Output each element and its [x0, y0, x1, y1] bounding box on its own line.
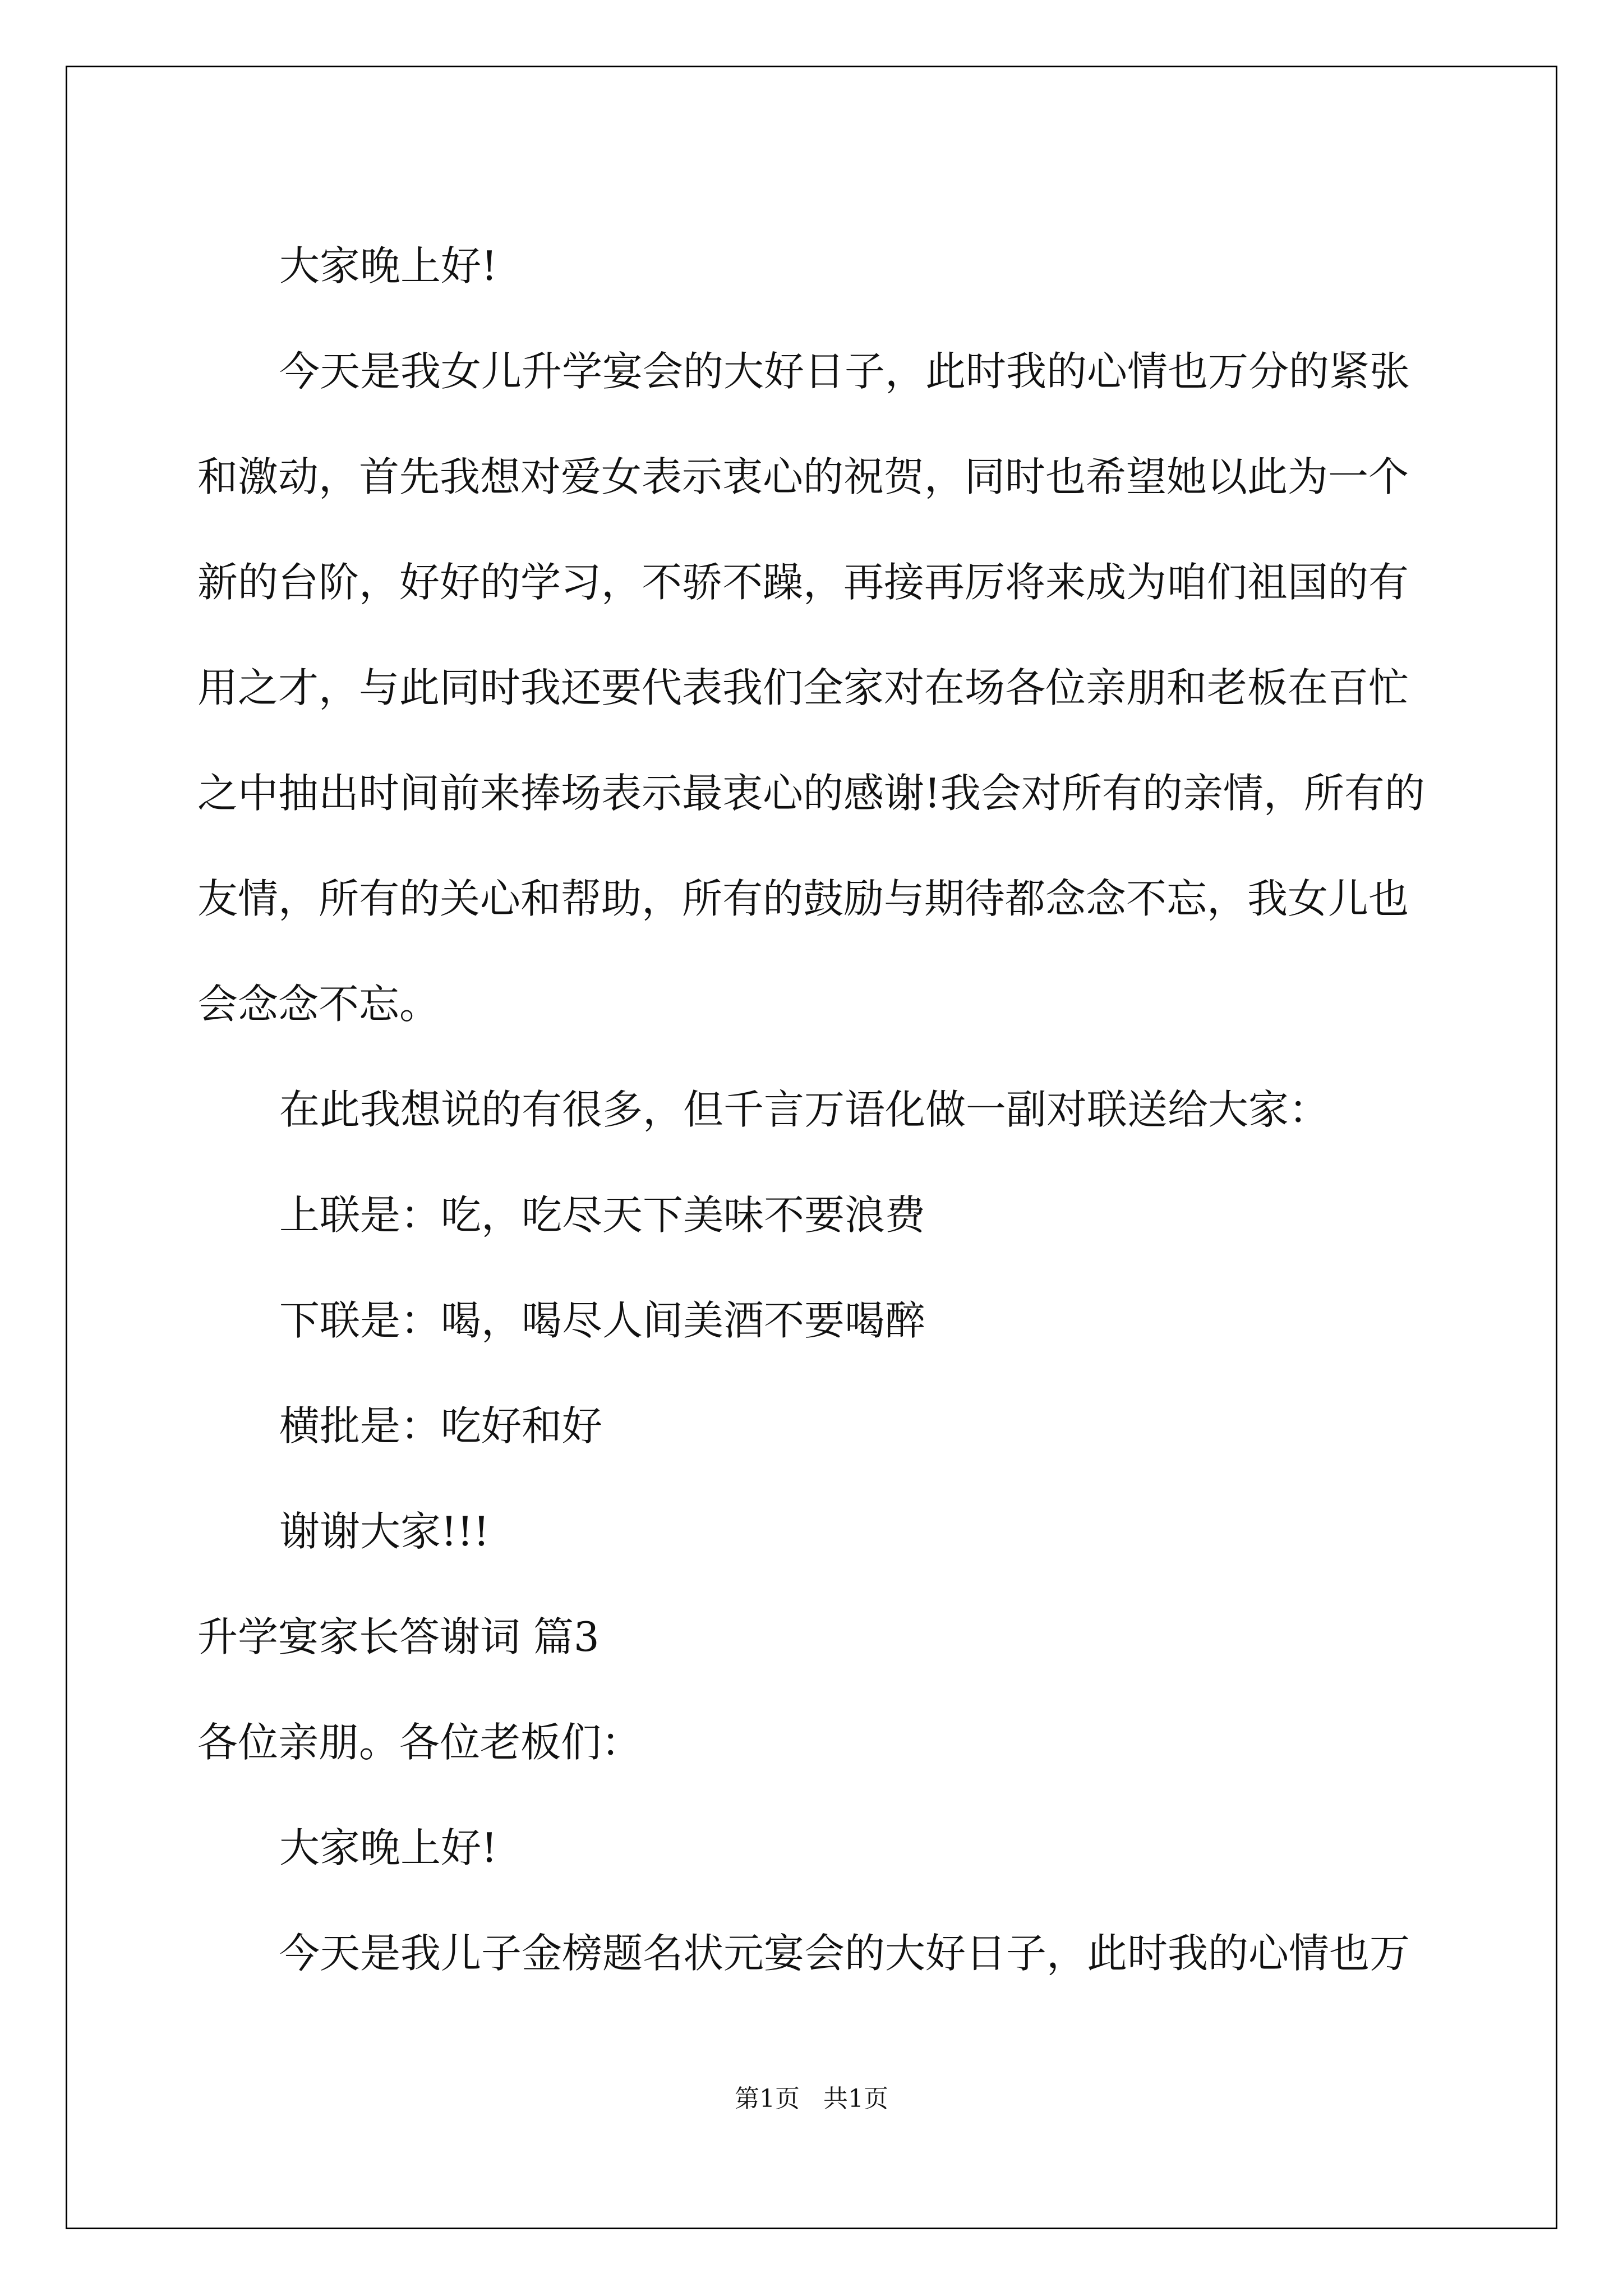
- couplet-second-line: 下联是：喝，喝尽人间美酒不要喝醉: [279, 1297, 926, 1344]
- section-heading: 升学宴家长答谢词 篇3: [197, 1613, 600, 1660]
- salutation-paragraph: 各位亲朋。各位老板们：: [197, 1719, 642, 1766]
- document-body: [197, 213, 1426, 2006]
- greeting-paragraph-2: 大家晚上好!: [279, 1824, 497, 1871]
- page-footer: [0, 2078, 1623, 2114]
- thanks-paragraph: 谢谢大家!!!: [279, 1508, 490, 1555]
- page-number: 第1页: [735, 2085, 800, 2113]
- couplet-first-line: 上联是：吃，吃尽天下美味不要浪费: [279, 1191, 926, 1239]
- couplet-horizontal-scroll: 横批是：吃好和好: [279, 1402, 603, 1450]
- body-paragraph: 今天是我女儿升学宴会的大好日子，此时我的心情也万分的紧张和激动，首先我想对爱女表示衷心的祝贺，同时也希望她以此为一个新的台阶，好好的学习，不骄不躁，再接再厉将来成为咱们祖国的有用之才，与此同时我还要代表我们全家对在场各位亲朋和老板在百忙之中抽出时间前来捧场表示最衷心的感谢!我会对所有的亲情，所有的友情，所有的关心和帮助，所有的鼓励与期待都念念不忘，我女儿也会念念不忘。: [197, 348, 1425, 1028]
- total-pages: 共1页: [823, 2085, 888, 2113]
- body-paragraph-2: 今天是我儿子金榜题名状元宴会的大好日子，此时我的心情也万: [279, 1930, 1410, 1977]
- greeting-paragraph: 大家晚上好!: [279, 242, 497, 289]
- couplet-intro-paragraph: 在此我想说的有很多，但千言万语化做一副对联送给大家：: [279, 1086, 1330, 1133]
